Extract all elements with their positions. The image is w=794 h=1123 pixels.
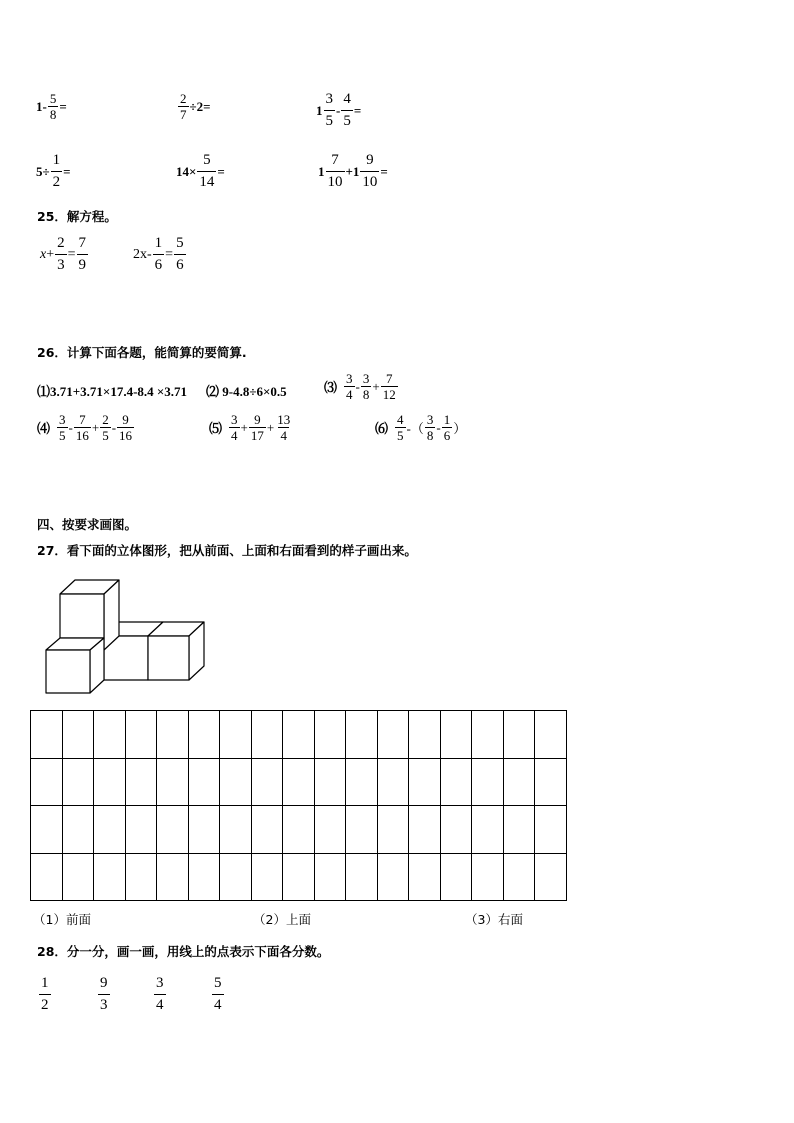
q25-equation-2: 2x- $\frac{1}{6}$ = $\frac{5}{6}$: [133, 235, 184, 273]
fraction: $\frac{9}{16}$: [119, 412, 133, 443]
grid-cell[interactable]: [188, 853, 220, 901]
grid-cell[interactable]: [31, 711, 63, 759]
q26-problem-5: ⑸ $\frac{3}{4}$ + $\frac{9}{17}$ + $\frac{13}{4}$: [209, 412, 291, 443]
fraction: $\frac{9}{17}$: [250, 412, 264, 443]
fraction: $\frac{7}{12}$: [382, 371, 396, 402]
view-label-right: （3）右面: [465, 912, 523, 927]
grid-cell[interactable]: [283, 806, 315, 854]
q28-fraction-1: [38, 976, 52, 1013]
calc-r1c3: 1 $\frac{3}{5}$ - $\frac{4}{5}$ =: [316, 91, 362, 129]
fraction: $\frac{1}{2}$: [52, 152, 61, 190]
grid-cell[interactable]: [314, 711, 346, 759]
grid-cell[interactable]: [377, 758, 409, 806]
fraction: $\frac{7}{10}$: [327, 152, 343, 190]
view-label-front: （1）前面: [33, 912, 91, 927]
q25-equation-1: x + $\frac{2}{3}$ = $\frac{7}{9}$: [40, 235, 87, 273]
grid-cell[interactable]: [472, 758, 504, 806]
grid-cell[interactable]: [62, 806, 94, 854]
grid-cell[interactable]: [346, 758, 378, 806]
grid-cell[interactable]: [377, 711, 409, 759]
grid-cell[interactable]: [472, 806, 504, 854]
grid-cell[interactable]: [346, 853, 378, 901]
grid-cell[interactable]: [188, 758, 220, 806]
calc-r2c2: 14× $\frac{5}{14}$ =: [176, 152, 225, 190]
fraction: $\frac{3}{4}$: [156, 975, 164, 1013]
fraction: $\frac{1}{2}$: [41, 975, 49, 1013]
fraction: $\frac{2}{7}$: [180, 91, 187, 122]
q28-fraction-2: [97, 976, 111, 1013]
q26-problem-2: ⑵ 9-4.8÷6×0.5: [206, 384, 287, 399]
grid-cell[interactable]: [377, 806, 409, 854]
fraction: $\frac{3}{5}$: [325, 91, 333, 129]
grid-cell[interactable]: [535, 806, 567, 854]
grid-cell[interactable]: [346, 806, 378, 854]
q28-fraction-4: [211, 976, 225, 1013]
q25-title: 25．解方程。: [37, 209, 117, 224]
grid-cell[interactable]: [535, 758, 567, 806]
grid-cell[interactable]: [94, 758, 126, 806]
fraction: $\frac{2}{3}$: [57, 235, 65, 273]
grid-cell[interactable]: [31, 758, 63, 806]
grid-cell[interactable]: [125, 711, 157, 759]
section-4-heading: 四、按要求画图。: [37, 517, 138, 532]
grid-cell[interactable]: [251, 711, 283, 759]
fraction: $\frac{5}{8}$: [49, 91, 57, 122]
fraction: $\frac{9}{3}$: [100, 975, 108, 1013]
grid-cell[interactable]: [157, 853, 189, 901]
grid-cell[interactable]: [409, 711, 441, 759]
grid-cell[interactable]: [251, 853, 283, 901]
fraction: $\frac{7}{16}$: [75, 412, 89, 443]
q26-problem-6: ⑹ $\frac{4}{5}$ -（ $\frac{3}{8}$ - $\frac{1}{6}$ ）: [375, 412, 467, 443]
fraction: $\frac{1}{6}$: [154, 235, 163, 273]
grid-cell[interactable]: [283, 758, 315, 806]
grid-cell[interactable]: [409, 853, 441, 901]
grid-cell[interactable]: [157, 711, 189, 759]
fraction: $\frac{13}{4}$: [277, 412, 291, 443]
q27-title: 27．看下面的立体图形，把从前面、上面和右面看到的样子画出来。: [37, 543, 417, 558]
fraction: $\frac{3}{8}$: [426, 412, 434, 443]
grid-cell[interactable]: [409, 806, 441, 854]
fraction: $\frac{4}{5}$: [397, 412, 404, 443]
grid-cell[interactable]: [472, 711, 504, 759]
grid-cell[interactable]: [440, 806, 472, 854]
grid-cell[interactable]: [377, 853, 409, 901]
grid-cell[interactable]: [535, 711, 567, 759]
grid-row: [31, 853, 567, 901]
grid-cell[interactable]: [62, 853, 94, 901]
drawing-grid[interactable]: [30, 710, 567, 901]
grid-cell[interactable]: [62, 758, 94, 806]
grid-cell[interactable]: [314, 806, 346, 854]
grid-cell[interactable]: [503, 853, 535, 901]
grid-cell[interactable]: [157, 758, 189, 806]
grid-cell[interactable]: [503, 758, 535, 806]
grid-cell[interactable]: [188, 711, 220, 759]
grid-cell[interactable]: [472, 853, 504, 901]
grid-cell[interactable]: [503, 806, 535, 854]
grid-cell[interactable]: [31, 853, 63, 901]
grid-row: [31, 806, 567, 854]
grid-cell[interactable]: [125, 758, 157, 806]
fraction: $\frac{7}{9}$: [78, 235, 87, 273]
grid-cell[interactable]: [251, 758, 283, 806]
fraction: $\frac{3}{4}$: [346, 371, 353, 402]
grid-cell[interactable]: [188, 806, 220, 854]
fraction: $\frac{3}{4}$: [231, 412, 238, 443]
grid-cell[interactable]: [346, 711, 378, 759]
fraction: $\frac{3}{5}$: [59, 412, 66, 443]
grid-cell[interactable]: [440, 758, 472, 806]
q28-title: 28．分一分，画一画，用线上的点表示下面各分数。: [37, 944, 330, 959]
grid-cell[interactable]: [94, 806, 126, 854]
grid-cell[interactable]: [314, 758, 346, 806]
fraction: $\frac{4}{5}$: [343, 91, 351, 129]
grid-cell[interactable]: [251, 806, 283, 854]
grid-cell[interactable]: [62, 711, 94, 759]
fraction: $\frac{9}{10}$: [362, 152, 378, 190]
grid-cell[interactable]: [31, 806, 63, 854]
q26-title: 26．计算下面各题，能简算的要简算.: [37, 345, 247, 360]
grid-cell[interactable]: [535, 853, 567, 901]
calc-r2c3: 1 $\frac{7}{10}$ +1 $\frac{9}{10}$ =: [318, 152, 388, 190]
grid-cell[interactable]: [125, 853, 157, 901]
grid-cell[interactable]: [125, 806, 157, 854]
grid-cell[interactable]: [283, 853, 315, 901]
grid-cell[interactable]: [220, 853, 252, 901]
fraction: $\frac{5}{14}$: [199, 152, 215, 190]
grid-cell[interactable]: [440, 853, 472, 901]
grid-cell[interactable]: [220, 758, 252, 806]
grid-row: [31, 758, 567, 806]
grid-cell[interactable]: [220, 711, 252, 759]
grid-cell[interactable]: [94, 853, 126, 901]
q26-problem-1: ⑴3.71+3.71×17.4-8.4 ×3.71: [37, 384, 188, 399]
calc-text: 1-: [36, 98, 47, 114]
grid-cell[interactable]: [283, 711, 315, 759]
view-label-top: （2）上面: [253, 912, 311, 927]
cube-figure: [40, 578, 210, 698]
calc-r1c1: 1- $\frac{5}{8}$ =: [36, 91, 67, 122]
q28-fraction-3: [153, 976, 167, 1013]
fraction: $\frac{5}{6}$: [176, 235, 184, 273]
q26-problem-3: ⑶ $\frac{3}{4}$ - $\frac{3}{8}$ + $\frac{7}{12}$: [324, 371, 396, 402]
grid-row: [31, 711, 567, 759]
grid-cell[interactable]: [503, 711, 535, 759]
grid-cell[interactable]: [409, 758, 441, 806]
grid-cell[interactable]: [314, 853, 346, 901]
grid-cell[interactable]: [220, 806, 252, 854]
fraction: $\frac{5}{4}$: [214, 975, 222, 1013]
fraction: $\frac{3}{8}$: [362, 371, 370, 402]
calc-r1c2: $\frac{2}{7}$ ÷2=: [180, 91, 211, 122]
fraction: $\frac{1}{6}$: [443, 412, 451, 443]
q26-problem-4: ⑷ $\frac{3}{5}$ - $\frac{7}{16}$ + $\frac{2}{5}$ - $\frac{9}{16}$: [37, 412, 133, 443]
grid-cell[interactable]: [94, 711, 126, 759]
grid-cell[interactable]: [440, 711, 472, 759]
grid-cell[interactable]: [157, 806, 189, 854]
calc-r2c1: 5÷ $\frac{1}{2}$ =: [36, 152, 71, 190]
fraction: $\frac{2}{5}$: [102, 412, 109, 443]
